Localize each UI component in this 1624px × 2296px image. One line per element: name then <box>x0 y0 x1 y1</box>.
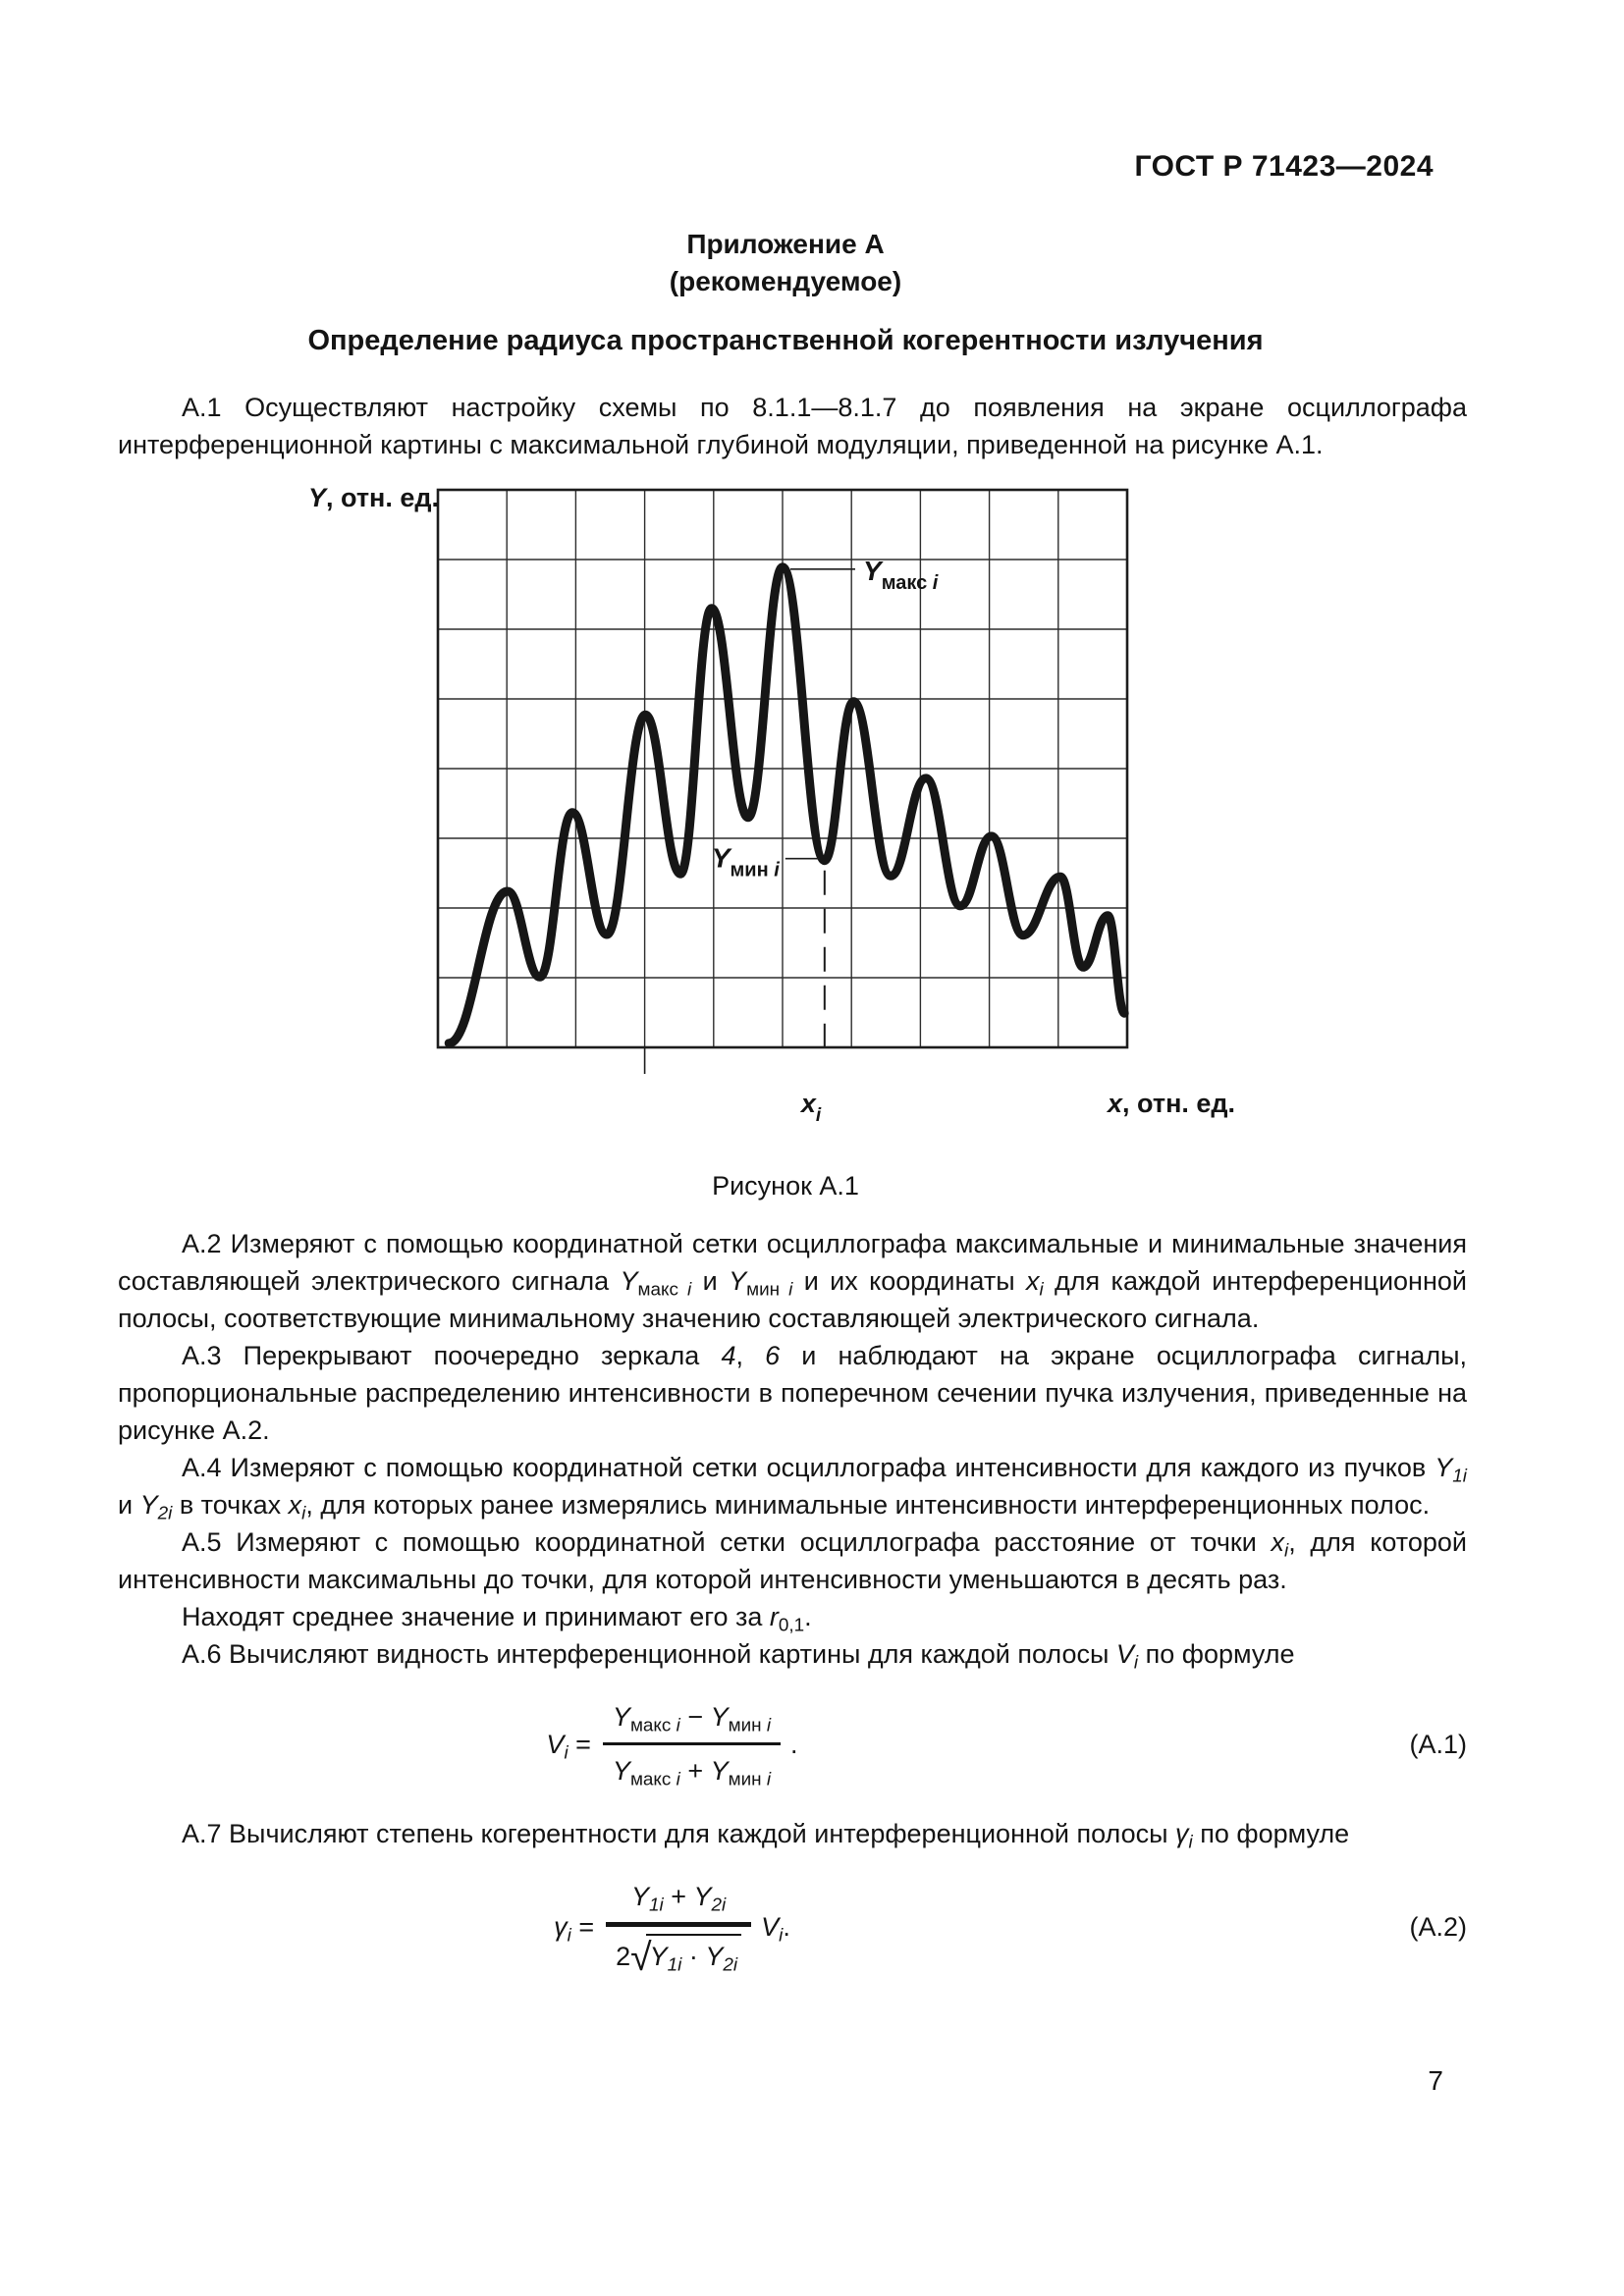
appendix-body <box>118 1225 1467 2001</box>
paragraph-a1: А.1 Осуществляют настройку схемы по 8.1.1—8.1.7 до появления на экране осциллографа интерференционной картины с максимальной глубиной модуляции, приведенной на рисунке А.1. <box>118 393 1467 459</box>
formula-a1-fraction <box>603 1698 781 1789</box>
label-x-axis: x, отн. ед. <box>1108 1089 1236 1118</box>
formula-a1-lhs: $V_i$ = <box>546 1729 591 1763</box>
formula-a2-lhs: $\gamma_i$ = <box>554 1911 595 1946</box>
radical-sign: √ <box>630 1937 652 1980</box>
section-a1 <box>118 389 1467 463</box>
appendix-label: Приложение А <box>686 229 885 259</box>
formula-a1-numerator: $Y_{макс}$ $_i - Y_{мин}$ $_i$ <box>612 1702 772 1736</box>
interference-signal-curve <box>449 567 1124 1043</box>
label-y-axis: Y, отн. ед. <box>308 483 440 512</box>
paragraph-a6: А.6 Вычисляют видность интерференционной картины для каждой полосы $V_i$ по формуле <box>182 1639 1295 1674</box>
formula-a1-denominator: $Y_{макс}$ $_i + Y_{мин}$ $_i$ <box>603 1742 781 1789</box>
paragraph-a7: А.7 Вычисляют степень когерентности для каждой интерференционной полосы $\gamma_i$ по формуле <box>182 1819 1350 1853</box>
figure-a1 <box>295 461 1335 1121</box>
formula-a1-tail: . <box>790 1729 798 1759</box>
formula-a1-expression <box>118 1698 1374 1789</box>
formula-a2 <box>118 1878 1467 1980</box>
label-ymax: $Y_{макс}$ i <box>863 555 939 594</box>
oscillogram-figure <box>295 461 1335 1121</box>
formula-a2-fraction <box>606 1878 751 1980</box>
figure-caption: Рисунок А.1 <box>712 1171 859 1201</box>
label-xi: $x_i$ <box>800 1089 822 1121</box>
paragraph-a3: А.3 Перекрывают поочередно зеркала 4, 6 и наблюдают на экране осциллографа сигналы, пропорциональные распределению интенсивности в поперечном сечении пучка излучения, приведенные на рисунке А.2. <box>118 1341 1467 1445</box>
formula-a2-tail: $V_i$. <box>761 1911 790 1946</box>
formula-a2-expression <box>118 1878 1374 1980</box>
paragraph-a5: А.5 Измеряют с помощью координатной сетки осциллографа расстояние от точки $x_i$, для которой интенсивности максимальны до точки, для которой интенсивности уменьшаются в десять раз. <box>118 1527 1467 1594</box>
appendix-title: Определение радиуса пространственной когерентности излучения <box>307 325 1264 356</box>
label-ymin: $Y_{мин}$ i <box>711 842 780 881</box>
page-number: 7 <box>1428 2065 1443 2096</box>
formula-a2-denominator <box>606 1922 751 1980</box>
formula-a1 <box>118 1698 1467 1789</box>
paragraph-a2: А.2 Измеряют с помощью координатной сетки осциллографа максимальные и минимальные значения составляющей электрического сигнала $Y_{макс}$ $_i$ и $Y_{мин}$ $_i$ и их координаты $x_i$ для каждой интерференционной полосы, соответствующие минимальному значению составляющей электрического сигнала. <box>118 1229 1467 1333</box>
formula-a2-coefficient: 2 <box>616 1942 631 1971</box>
formula-a2-number: (А.2) <box>1409 1911 1467 1942</box>
appendix-heading <box>118 226 1453 300</box>
formula-a1-number: (А.1) <box>1409 1729 1467 1759</box>
appendix-kind: (рекомендуемое) <box>669 266 902 296</box>
formula-a2-radicand: $Y_{1i} \cdot Y_{2i}$ <box>646 1934 741 1975</box>
standard-designation: ГОСТ Р 71423—2024 <box>1134 150 1434 183</box>
paragraph-a4: А.4 Измеряют с помощью координатной сетки осциллографа интенсивности для каждого из пучков $Y_{1i}$ и $Y_{2i}$ в точках $x_i$, для которых ранее измерялись минимальные интенсивности интерференционных полос. <box>118 1453 1467 1524</box>
paragraph-a5b: Находят среднее значение и принимают его за $r_{0,1}$. <box>182 1602 812 1636</box>
formula-a2-numerator: $Y_{1i} + Y_{2i}$ <box>631 1882 727 1916</box>
